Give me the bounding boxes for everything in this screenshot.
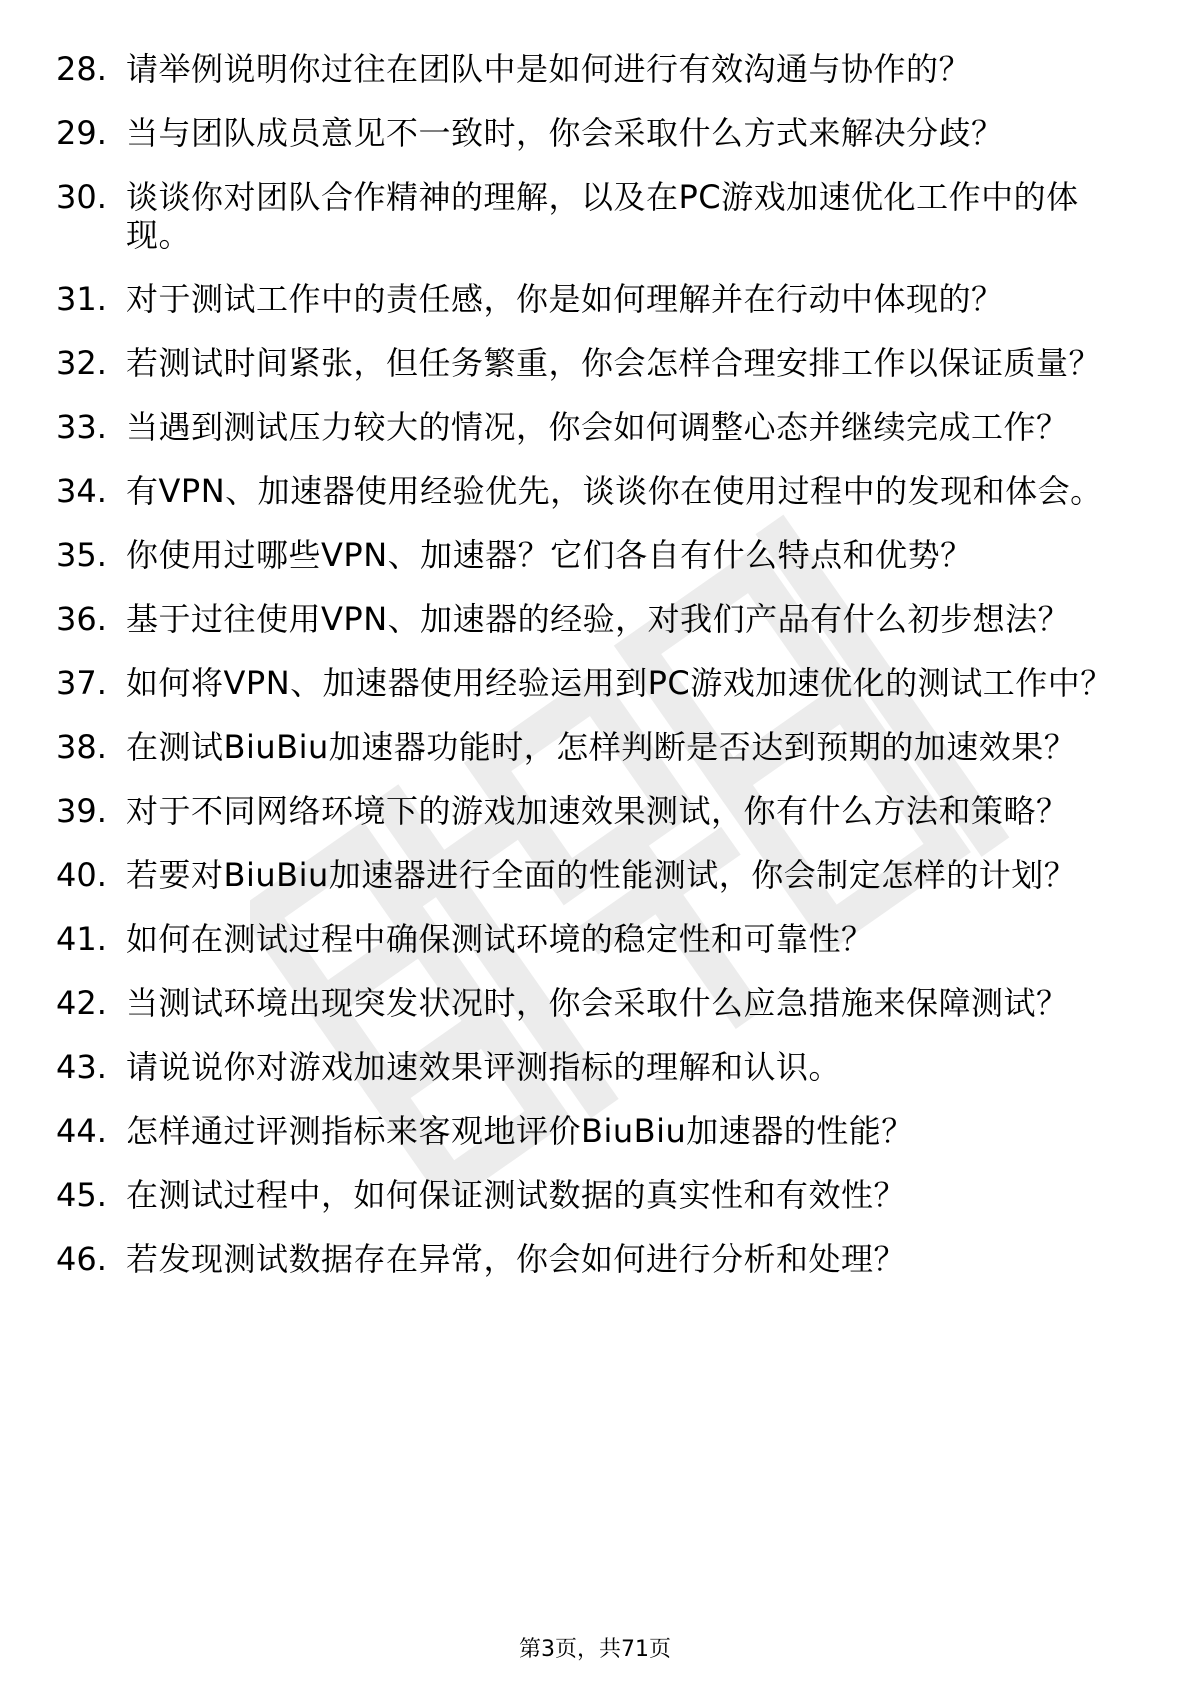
question-text: 基于过往使用VPN、加速器的经验，对我们产品有什么初步想法？ [126, 600, 1071, 638]
list-item [56, 920, 1136, 958]
list-item [56, 600, 1136, 638]
question-text: 请说说你对游戏加速效果评测指标的理解和认识。 [126, 1048, 842, 1086]
list-item [56, 1240, 1136, 1278]
question-number: 45. [56, 1176, 107, 1214]
question-number: 41. [56, 920, 107, 958]
question-number: 42. [56, 984, 107, 1022]
question-text: 请举例说明你过往在团队中是如何进行有效沟通与协作的？ [126, 50, 972, 88]
list-item [56, 408, 1136, 446]
question-text: 若要对BiuBiu加速器进行全面的性能测试，你会制定怎样的计划？ [126, 856, 1077, 894]
question-number: 43. [56, 1048, 107, 1086]
question-number: 44. [56, 1112, 107, 1150]
question-number: 36. [56, 600, 107, 638]
list-item [56, 1176, 1136, 1214]
list-item [56, 792, 1136, 830]
list-item [56, 1048, 1136, 1086]
question-number: 33. [56, 408, 107, 446]
list-item [56, 536, 1136, 574]
question-text: 在测试BiuBiu加速器功能时，怎样判断是否达到预期的加速效果？ [126, 728, 1077, 766]
question-text: 对于测试工作中的责任感，你是如何理解并在行动中体现的？ [126, 280, 1004, 318]
list-item [56, 280, 1136, 318]
question-text: 在测试过程中，如何保证测试数据的真实性和有效性？ [126, 1176, 907, 1214]
list-item [56, 50, 1136, 88]
list-item [56, 114, 1136, 152]
question-number: 40. [56, 856, 107, 894]
question-list [56, 50, 1136, 1304]
question-text: 谈谈你对团队合作精神的理解，以及在PC游戏加速优化工作中的体现。 [126, 178, 1079, 254]
question-number: 32. [56, 344, 107, 382]
list-item [56, 1112, 1136, 1150]
list-item [56, 728, 1136, 766]
question-number: 29. [56, 114, 107, 152]
list-item [56, 664, 1136, 702]
question-text: 若测试时间紧张，但任务繁重，你会怎样合理安排工作以保证质量？ [126, 344, 1102, 382]
question-text: 如何将VPN、加速器使用经验运用到PC游戏加速优化的测试工作中？ [126, 664, 1113, 702]
question-text: 如何在测试过程中确保测试环境的稳定性和可靠性？ [126, 920, 874, 958]
question-text: 若发现测试数据存在异常，你会如何进行分析和处理？ [126, 1240, 907, 1278]
question-text: 怎样通过评测指标来客观地评价BiuBiu加速器的性能？ [126, 1112, 914, 1150]
question-text: 当遇到测试压力较大的情况，你会如何调整心态并继续完成工作？ [126, 408, 1069, 446]
question-number: 30. [56, 178, 107, 216]
question-number: 37. [56, 664, 107, 702]
question-text: 有VPN、加速器使用经验优先，谈谈你在使用过程中的发现和体会。 [126, 472, 1103, 510]
list-item [56, 472, 1136, 510]
question-number: 34. [56, 472, 107, 510]
question-text: 当测试环境出现突发状况时，你会采取什么应急措施来保障测试？ [126, 984, 1069, 1022]
page-footer: 第3页，共71页 [519, 1637, 671, 1662]
list-item [56, 344, 1136, 382]
question-text: 对于不同网络环境下的游戏加速效果测试，你有什么方法和策略？ [126, 792, 1069, 830]
question-number: 28. [56, 50, 107, 88]
question-number: 35. [56, 536, 107, 574]
list-item [56, 984, 1136, 1022]
question-number: 38. [56, 728, 107, 766]
list-item [56, 856, 1136, 894]
question-number: 39. [56, 792, 107, 830]
question-text: 当与团队成员意见不一致时，你会采取什么方式来解决分歧？ [126, 114, 1004, 152]
list-item [56, 178, 1136, 254]
question-number: 46. [56, 1240, 107, 1278]
question-number: 31. [56, 280, 107, 318]
question-text: 你使用过哪些VPN、加速器？它们各自有什么特点和优势？ [126, 536, 973, 574]
